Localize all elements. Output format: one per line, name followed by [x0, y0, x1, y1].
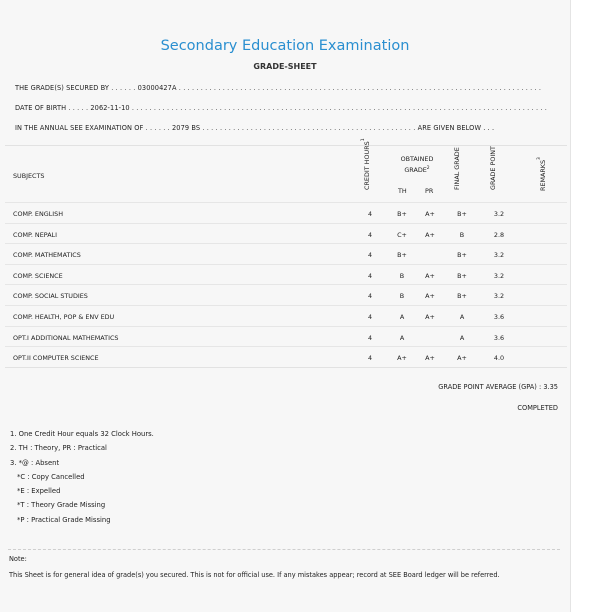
info-dob-line: DATE OF BIRTH . . . . . 2062-11-10 . . . . . . . . . . . . . . . . . . . . . . . . . . . . . . . . . . . . . . . . . . . . . . . . . . . . . . . . . . . . . . . . . . . . . . . . . . . . . . . . . . . . . . . . . . . . . . .	[15, 104, 547, 112]
grades-label: THE GRADE(S) SECURED BY	[15, 84, 110, 92]
divider	[5, 145, 567, 146]
col-header-grade-point: GRADE POINT	[489, 146, 497, 190]
col-header-subjects: SUBJECTS	[13, 172, 45, 180]
final-grade-cell: B+	[457, 210, 467, 218]
footnotes	[10, 427, 154, 527]
th-grade-cell: C+	[397, 230, 407, 239]
final-grade-cell: B+	[457, 251, 467, 260]
col-header-th: TH	[398, 187, 407, 195]
th-grade-cell: B	[399, 271, 405, 280]
grade-point-cell: 3.2	[493, 251, 505, 260]
credit-cell: 4	[367, 333, 373, 342]
th-grade-cell: B+	[397, 251, 407, 260]
pr-grade-cell: A+	[425, 230, 435, 239]
info-exam-line: IN THE ANNUAL SEE EXAMINATION OF . . . . . . 2079 BS . . . . . . . . . . . . . . . . . . . . . . . . . . . . . . . . . . . . . . . . . . . . . . . . . ARE GIVEN BELOW . . .	[15, 124, 495, 132]
pr-grade-cell: A+	[425, 210, 435, 218]
subject-cell: COMP. HEALTH, POP & ENV EDU	[13, 313, 115, 321]
note-label: Note:	[9, 555, 27, 563]
col-header-remarks: REMARKS$^3$	[537, 157, 548, 191]
dashed-divider	[8, 549, 560, 550]
subject-cell: OPT.I ADDITIONAL MATHEMATICS	[13, 333, 119, 342]
footnote-item: *C : Copy Cancelled	[17, 472, 85, 481]
pr-grade-cell: A+	[425, 354, 435, 363]
gpa-line	[438, 383, 558, 391]
credit-cell: 4	[367, 271, 373, 280]
col-header-credit-hours: CREDIT HOURS$^1$	[361, 138, 372, 190]
col-header-pr: PR	[425, 187, 434, 195]
table-row	[5, 202, 567, 224]
pr-grade-cell: A+	[425, 271, 435, 280]
exam-label: IN THE ANNUAL SEE EXAMINATION OF	[15, 124, 144, 132]
footnote-item: 1. One Credit Hour equals 32 Clock Hours.	[10, 430, 154, 438]
credit-cell: 4	[367, 251, 373, 260]
status-text: COMPLETED	[517, 404, 558, 412]
credit-cell: 4	[367, 210, 373, 218]
footnote-item: *P : Practical Grade Missing	[17, 515, 111, 524]
page-subtitle: GRADE-SHEET	[253, 62, 317, 71]
table-row	[5, 346, 567, 368]
col-header-obtained-grade: OBTAINED GRADE$^2$	[400, 155, 434, 175]
th-grade-cell: A	[399, 313, 405, 321]
credit-cell: 4	[367, 354, 373, 363]
table-row	[5, 223, 567, 245]
subject-cell: COMP. MATHEMATICS	[13, 251, 81, 260]
final-grade-cell: B+	[457, 292, 467, 301]
final-grade-cell: B	[459, 230, 465, 239]
dob-label: DATE OF BIRTH	[15, 104, 67, 112]
divider	[5, 367, 567, 368]
credit-cell: 4	[367, 292, 373, 301]
table-row	[5, 264, 567, 286]
subject-cell: COMP. SCIENCE	[13, 271, 63, 280]
subject-cell: OPT.II COMPUTER SCIENCE	[13, 354, 99, 363]
grade-point-cell: 3.2	[493, 210, 505, 218]
table-row	[5, 305, 567, 327]
table-row	[5, 326, 567, 348]
exam-year: 2079 BS	[172, 124, 201, 132]
subject-cell: COMP. NEPALI	[13, 230, 58, 239]
note-text: This Sheet is for general idea of grade(s) you secured. This is not for official use. If any mistakes appear; record at SEE Board ledger will be referred.	[9, 571, 500, 579]
footnote-item: 2. TH : Theory, PR : Practical	[10, 444, 107, 453]
col-header-final-grade: FINAL GRADE	[453, 147, 461, 190]
final-grade-cell: A+	[457, 354, 467, 363]
given-below: ARE GIVEN BELOW . . .	[417, 124, 495, 132]
final-grade-cell: A	[459, 313, 465, 321]
grade-point-cell: 3.2	[493, 292, 505, 301]
pr-grade-cell: A+	[425, 292, 435, 301]
grade-point-cell: 3.6	[493, 333, 505, 342]
symbol-number: 03000427A	[137, 84, 177, 92]
final-grade-cell: B+	[457, 271, 467, 280]
subject-cell: COMP. ENGLISH	[13, 210, 64, 218]
pr-grade-cell: A+	[425, 313, 435, 321]
gpa-label: GRADE POINT AVERAGE (GPA) :	[438, 383, 542, 391]
grade-point-cell: 2.8	[493, 230, 505, 239]
page-title: Secondary Education Examination	[160, 38, 410, 54]
footnote-item: *E : Expelled	[17, 487, 61, 496]
th-grade-cell: B	[399, 292, 405, 301]
final-grade-cell: A	[459, 333, 465, 342]
th-grade-cell: B+	[397, 210, 407, 218]
subject-cell: COMP. SOCIAL STUDIES	[13, 292, 88, 301]
table-row	[5, 243, 567, 265]
footnote-item: 3. *@ : Absent	[10, 458, 60, 467]
table-row	[5, 284, 567, 306]
th-grade-cell: A	[399, 333, 405, 342]
gpa-value: 3.35	[543, 383, 558, 391]
info-symbol-line: THE GRADE(S) SECURED BY . . . . . . 03000427A . . . . . . . . . . . . . . . . . . . . . . . . . . . . . . . . . . . . . . . . . . . . . . . . . . . . . . . . . . . . . . . . . . . . . . . . . . . . . . . . . . .	[15, 84, 542, 92]
footnote-item: *T : Theory Grade Missing	[17, 501, 106, 510]
credit-cell: 4	[367, 230, 373, 239]
credit-cell: 4	[367, 313, 373, 321]
grade-point-cell: 3.6	[493, 313, 505, 321]
grade-point-cell: 4.0	[493, 354, 505, 363]
grade-point-cell: 3.2	[493, 271, 505, 280]
dob-value: 2062-11-10	[90, 104, 130, 112]
th-grade-cell: A+	[397, 354, 407, 363]
